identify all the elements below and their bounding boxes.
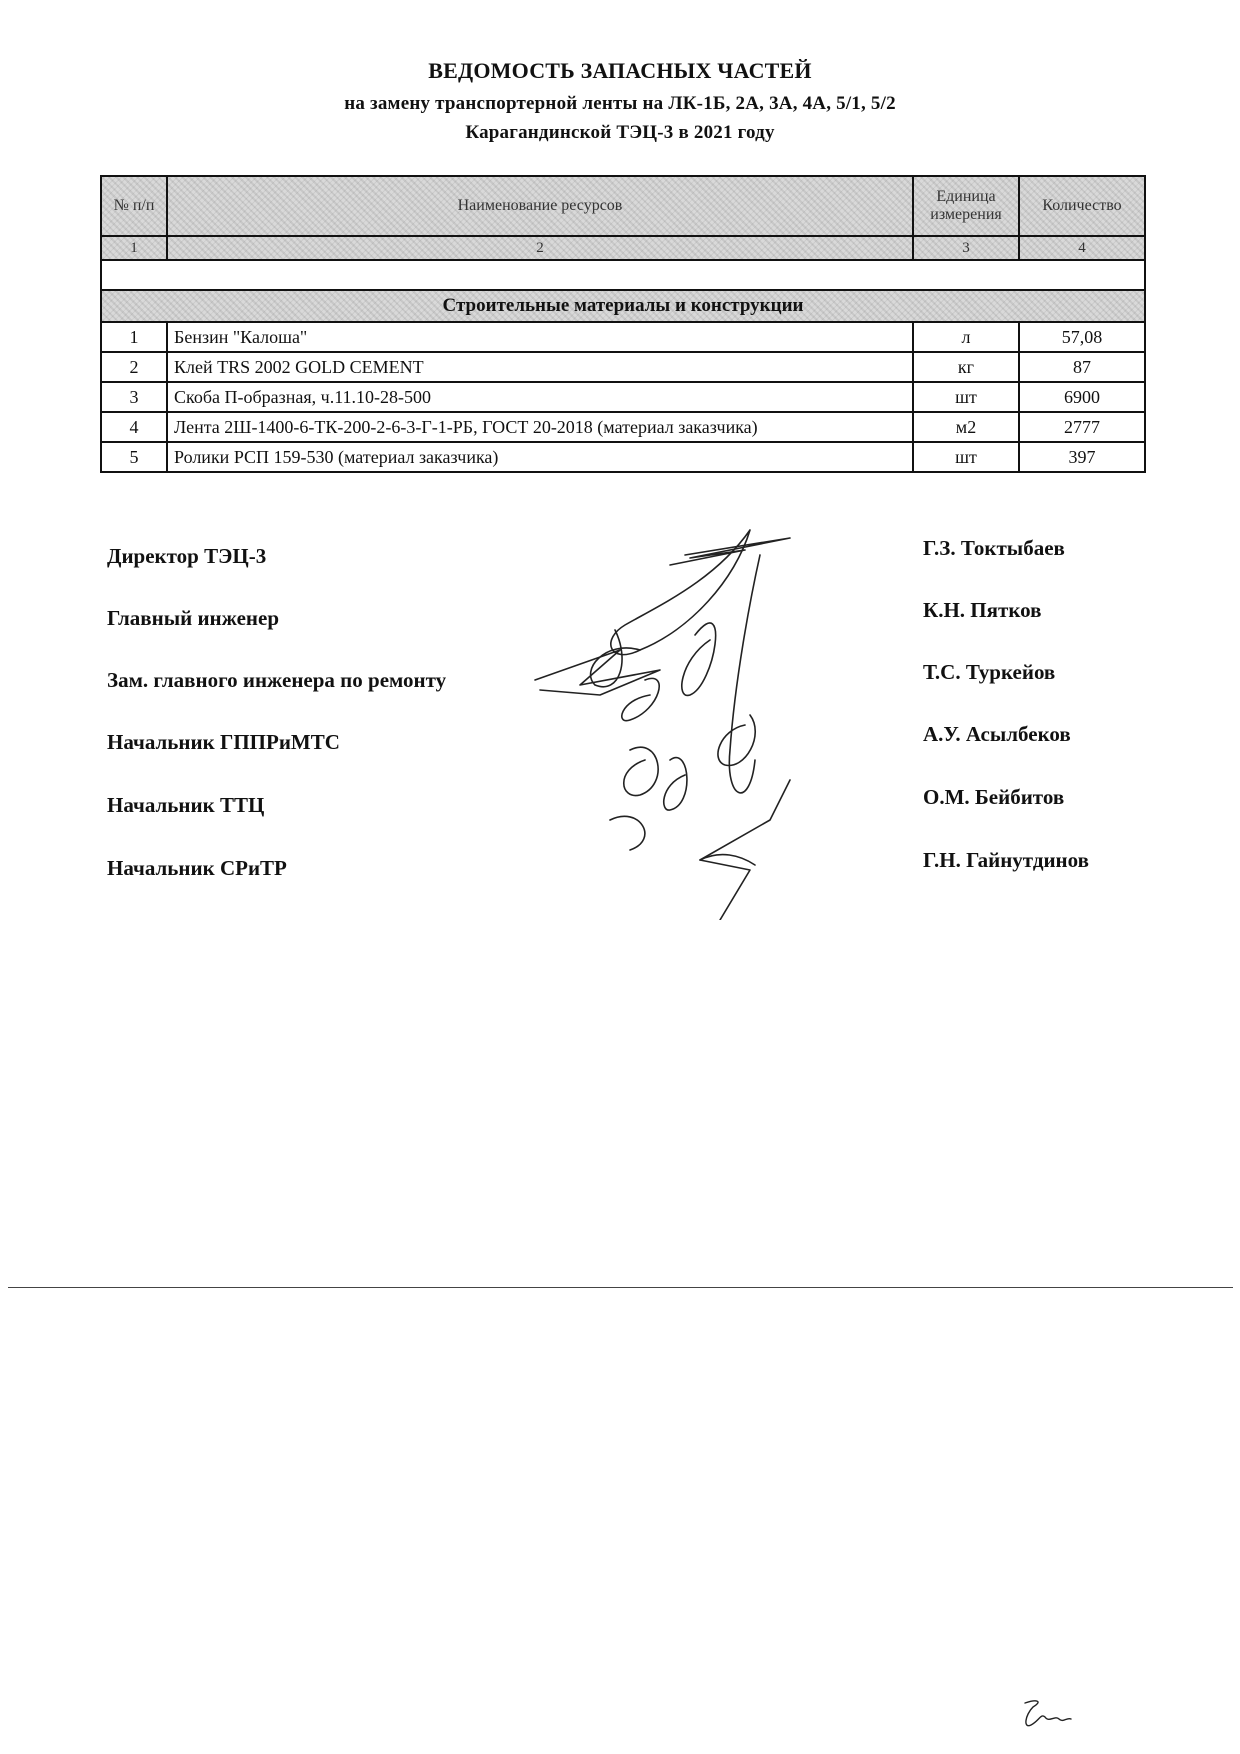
row-quantity: 397 — [1019, 442, 1145, 472]
row-number: 1 — [101, 322, 167, 352]
row-quantity: 57,08 — [1019, 322, 1145, 352]
column-header-quantity: Количество — [1019, 176, 1145, 236]
signatory-position: Начальник ТТЦ — [107, 793, 265, 817]
blank-row — [101, 260, 1145, 290]
signatory-position: Зам. главного инженера по ремонту — [107, 668, 447, 692]
column-header-number: № п/п — [101, 176, 167, 236]
column-number: 4 — [1019, 236, 1145, 260]
signatory-position: Директор ТЭЦ-3 — [107, 544, 267, 568]
row-unit: м2 — [913, 412, 1019, 442]
row-number: 5 — [101, 442, 167, 472]
signatory-name: А.У. Асылбеков — [923, 722, 1071, 746]
document-title: ВЕДОМОСТЬ ЗАПАСНЫХ ЧАСТЕЙ — [428, 58, 812, 83]
column-number-row — [101, 236, 1145, 260]
section-row — [101, 290, 1145, 322]
row-number: 3 — [101, 382, 167, 412]
row-name: Скоба П-образная, ч.11.10-28-500 — [167, 382, 913, 412]
row-name: Ролики РСП 159-530 (материал заказчика) — [167, 442, 913, 472]
column-header-unit: Единица измерения — [913, 176, 1019, 236]
signatory-name: К.Н. Пятков — [923, 598, 1042, 622]
column-header-name: Наименование ресурсов — [167, 176, 913, 236]
row-number: 4 — [101, 412, 167, 442]
row-name: Бензин "Калоша" — [167, 322, 913, 352]
row-unit: л — [913, 322, 1019, 352]
row-unit: шт — [913, 442, 1019, 472]
signatory-name: Г.Н. Гайнутдинов — [923, 848, 1089, 872]
table-row — [101, 352, 1145, 382]
signatory-position: Начальник ГППРиМТС — [107, 730, 340, 754]
row-quantity: 2777 — [1019, 412, 1145, 442]
row-quantity: 6900 — [1019, 382, 1145, 412]
document-subtitle-2: Карагандинской ТЭЦ-3 в 2021 году — [465, 122, 775, 143]
bottom-separator-line — [8, 1287, 1233, 1288]
document-subtitle: на замену транспортерной ленты на ЛК-1Б, 2А, 3А, 4А, 5/1, 5/2 — [344, 93, 896, 114]
column-number: 2 — [167, 236, 913, 260]
row-unit: шт — [913, 382, 1019, 412]
spare-parts-table — [100, 175, 1146, 473]
signatory-position: Начальник СРиТР — [107, 856, 287, 880]
table-header-row — [101, 176, 1145, 236]
column-number: 1 — [101, 236, 167, 260]
row-name: Клей TRS 2002 GOLD CEMENT — [167, 352, 913, 382]
row-number: 2 — [101, 352, 167, 382]
signatory-position: Главный инженер — [107, 606, 280, 630]
row-name: Лента 2Ш-1400-6-ТК-200-2-6-3-Г-1-РБ, ГОСТ 20-2018 (материал заказчика) — [167, 412, 913, 442]
table-row — [101, 322, 1145, 352]
signatory-name: О.М. Бейбитов — [923, 785, 1065, 809]
column-number: 3 — [913, 236, 1019, 260]
signatory-name: Т.С. Туркейов — [923, 660, 1056, 684]
table-row — [101, 382, 1145, 412]
initials-mark — [1015, 1695, 1075, 1735]
row-unit: кг — [913, 352, 1019, 382]
table-row — [101, 442, 1145, 472]
row-quantity: 87 — [1019, 352, 1145, 382]
handwritten-signatures — [520, 520, 820, 920]
table-row — [101, 412, 1145, 442]
section-title: Строительные материалы и конструкции — [101, 290, 1145, 322]
blank-cell — [101, 260, 1145, 290]
signatory-name: Г.З. Токтыбаев — [923, 536, 1065, 560]
